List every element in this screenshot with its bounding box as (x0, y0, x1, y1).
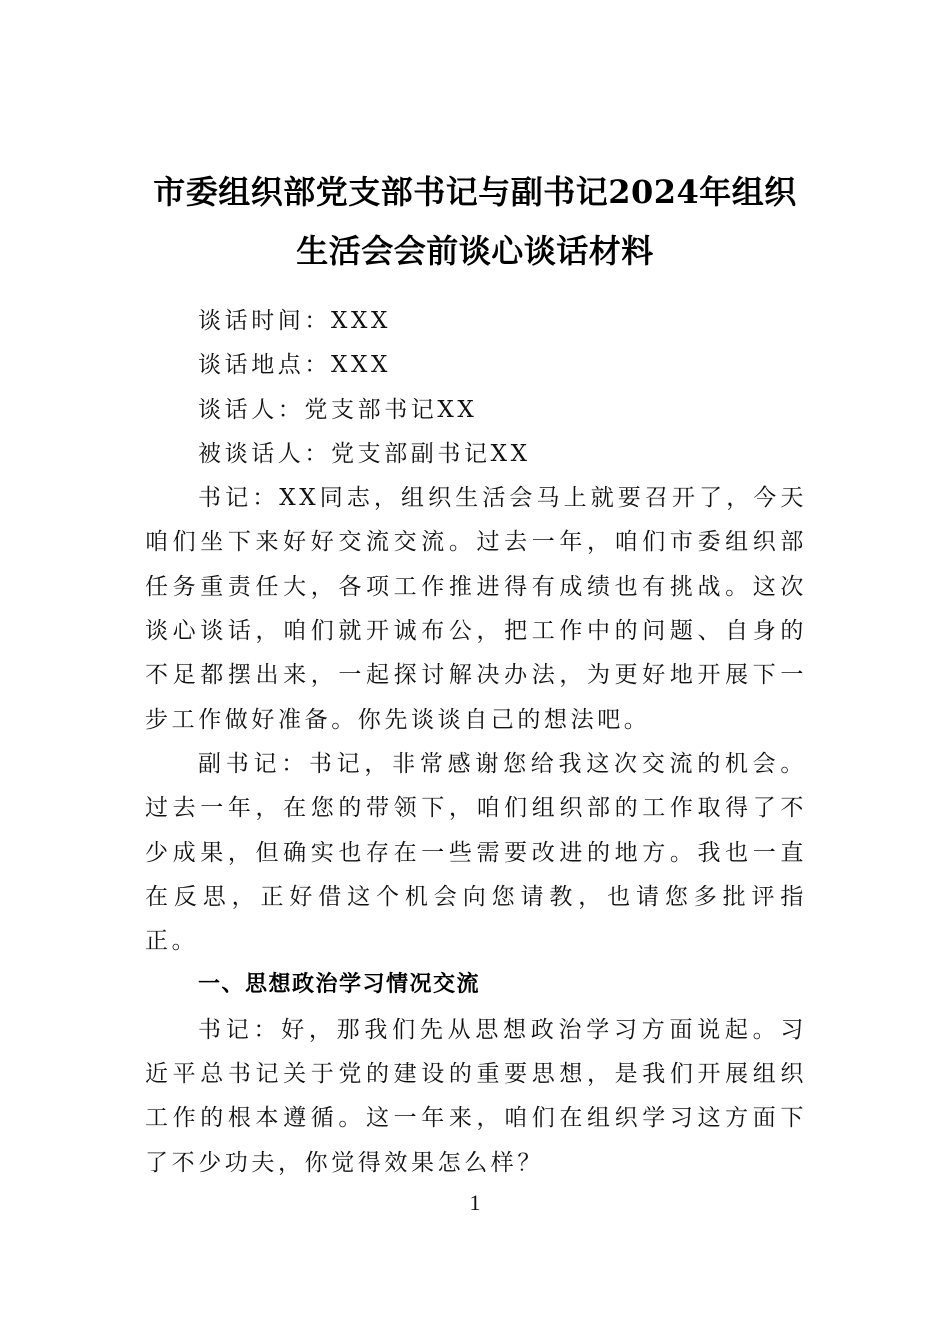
meta-listener: 被谈话人：党支部副书记XX (198, 440, 531, 467)
section-heading: 一、思想政治学习情况交流 (198, 972, 481, 998)
meta-place: 谈话地点：XXX (198, 352, 391, 379)
page-number: 1 (469, 1190, 481, 1215)
meta-time: 谈话时间：XXX (198, 308, 391, 334)
document-title: 市委组织部党支部书记与副书记2024年组织生活会会前谈心谈话材料 (153, 173, 797, 270)
meta-speaker: 谈话人：党支部书记XX (198, 396, 478, 423)
paragraph-secretary-opening: 书记：XX同志，组织生活会马上就要召开了，今天咱们坐下来好好交流交流。过去一年，咱们市委组织部任务重责任大，各项工作推进得有成绩也有挑战。这次谈心谈话，咱们就开诚布公，把工作中的问题、自身的不足都摆出来，一起探讨解决办法，为更好地开展下一步工作做好准备。你先谈谈自己的想法吧。 (145, 485, 807, 733)
paragraph-secretary-question: 书记：好，那我们先从思想政治学习方面说起。习近平总书记关于党的建设的重要思想，是我们开展组织工作的根本遵循。这一年来，咱们在组织学习这方面下了不少功夫，你觉得效果怎么样？ (145, 1016, 807, 1176)
paragraph-deputy-response: 副书记：书记，非常感谢您给我这次交流的机会。过去一年，在您的带领下，咱们组织部的工作取得了不少成果，但确实也存在一些需要改进的地方。我也一直在反思，正好借这个机会向您请教，也请您多批评指正。 (145, 750, 807, 955)
document-body (145, 299, 807, 1185)
